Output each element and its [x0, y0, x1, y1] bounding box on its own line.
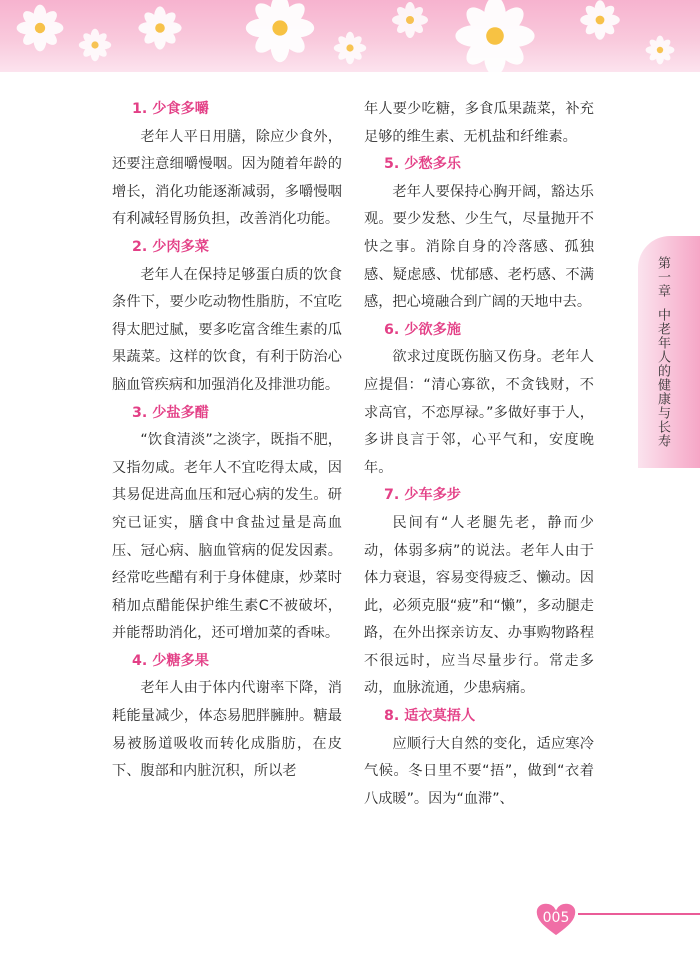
body-paragraph: 年人要少吃糖，多食瓜果蔬菜，补充足够的维生素、无机盐和纤维素。 — [364, 101, 594, 145]
page-number-heart — [534, 902, 578, 938]
body-paragraph: 民间有“人老腿先老，静而少动，体弱多病”的说法。老年人由于体力衰退，容易变得疲乏、懒动。因此，必须克服“疲”和“懒”，多动腿走路，在外出探亲访友、办事购物路程不很远时，应当尽量步行。常走多动，血脉流通，少患病痛。 — [364, 514, 594, 697]
section-heading: 8. 适衣莫捂人 — [384, 708, 476, 725]
footer-rule — [578, 913, 700, 915]
body-paragraph: 老年人在保持足够蛋白质的饮食条件下，要少吃动物性脂肪，不宜吃得太肥过腻，要多吃富含维生素的瓜果蔬菜。这样的饮食，有利于防治心脑血管疾病和加强消化及排泄功能。 — [112, 266, 342, 393]
left-text-column — [112, 96, 342, 786]
section-heading: 1. 少食多嚼 — [132, 101, 209, 117]
right-text-column — [364, 96, 594, 813]
body-paragraph: 老年人由于体内代谢率下降，消耗能量减少，体态易肥胖臃肿。糖最易被肠道吸收而转化成脂肪，在皮下、腹部和内脏沉积，所以老 — [112, 680, 342, 780]
section-heading: 3. 少盐多醋 — [132, 404, 209, 421]
chapter-title: 中老年人的健康与长寿 — [655, 308, 670, 448]
body-paragraph: 应顺行大自然的变化，适应寒冷气候。冬日里不要“捂”，做到“衣着八成暖”。因为“血滞”、 — [364, 735, 594, 807]
body-paragraph: 老年人要保持心胸开阔，豁达乐观。要少发愁、少生气，尽量抛开不快之事。消除自身的冷落感、孤独感、疑虑感、忧郁感、老朽感、不满感，把心境融合到广阔的天地中去。 — [364, 183, 594, 311]
section-heading: 4. 少糖多果 — [132, 652, 209, 669]
chapter-tab-label — [642, 256, 672, 448]
body-paragraph: “饮食清淡”之淡字，既指不肥，又指勿咸。老年人不宜吃得太咸，因其易促进高血压和冠心病的发生。研究已证实，膳食中食盐过量是高血压、冠心病、脑血管病的促发因素。经常吃些醋有利于身体健康，炒菜时稍加点醋能保护维生素C不被破坏，并能帮助消化，还可增加菜的香味。 — [112, 432, 342, 642]
chapter-number: 第一章 — [655, 256, 670, 298]
section-heading: 7. 少车多步 — [384, 487, 461, 504]
section-heading: 5. 少愁多乐 — [384, 156, 461, 173]
body-paragraph: 欲求过度既伤脑又伤身。老年人应提倡：“清心寡欲，不贪钱财，不求高官，不恋厚禄。”多做好事于人，多讲良言于邻，心平气和，安度晚年。 — [364, 349, 594, 476]
page-number: 005 — [542, 910, 570, 926]
body-paragraph: 老年人平日用膳，除应少食外，还要注意细嚼慢咽。因为随着年龄的增长，消化功能逐渐减弱，多嚼慢咽有利减轻胃肠负担，改善消化功能。 — [112, 128, 342, 228]
section-heading: 6. 少欲多施 — [384, 321, 461, 338]
flower-decoration — [0, 0, 700, 72]
section-heading: 2. 少肉多菜 — [132, 238, 209, 255]
header-banner — [0, 0, 700, 72]
